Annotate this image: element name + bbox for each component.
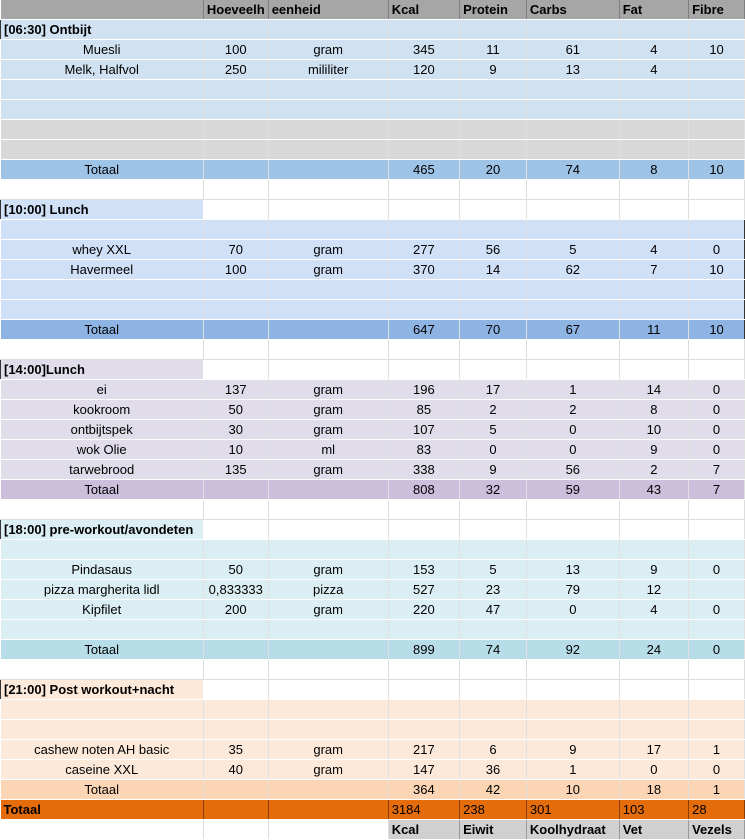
total-fat[interactable]: 43 (619, 480, 688, 500)
food-carbs[interactable]: 2 (526, 400, 619, 420)
food-carbs[interactable]: 0 (526, 600, 619, 620)
food-unit[interactable]: gram (268, 40, 388, 60)
food-qty[interactable]: 50 (203, 400, 268, 420)
food-carbs[interactable]: 79 (526, 580, 619, 600)
food-protein[interactable]: 9 (460, 460, 527, 480)
food-fibre[interactable]: 0 (689, 440, 745, 460)
food-fat[interactable]: 17 (619, 740, 688, 760)
food-fibre[interactable]: 0 (689, 380, 745, 400)
food-carbs[interactable]: 1 (526, 380, 619, 400)
food-kcal[interactable]: 107 (388, 420, 459, 440)
section-title[interactable]: [18:00] pre-workout/avondeten (1, 520, 204, 540)
table-row (1, 380, 745, 400)
table-row (1, 560, 745, 580)
food-kcal[interactable]: 120 (388, 60, 459, 80)
empty-row (1, 80, 745, 100)
total-protein[interactable]: 42 (460, 780, 527, 800)
section-total-row (1, 780, 745, 800)
food-unit[interactable]: gram (268, 740, 388, 760)
food-protein[interactable]: 17 (460, 380, 527, 400)
total-carbs[interactable]: 10 (526, 780, 619, 800)
food-carbs[interactable]: 13 (526, 560, 619, 580)
total-fat[interactable]: 18 (619, 780, 688, 800)
food-name[interactable]: ei (1, 380, 204, 400)
total-fat[interactable]: 11 (619, 320, 688, 340)
food-fat[interactable]: 2 (619, 460, 688, 480)
food-kcal[interactable]: 153 (388, 560, 459, 580)
food-carbs[interactable]: 9 (526, 740, 619, 760)
table-row (1, 740, 745, 760)
food-protein[interactable]: 0 (460, 440, 527, 460)
food-carbs[interactable]: 61 (526, 40, 619, 60)
food-kcal[interactable]: 370 (388, 260, 459, 280)
food-kcal[interactable]: 147 (388, 760, 459, 780)
food-fat[interactable]: 10 (619, 420, 688, 440)
section-title[interactable]: [14:00]Lunch (1, 360, 204, 380)
food-unit[interactable]: ml (268, 440, 388, 460)
total-carbs[interactable]: 92 (526, 640, 619, 660)
food-qty[interactable]: 50 (203, 560, 268, 580)
grand-total-protein[interactable]: 238 (460, 800, 527, 820)
section-total-row (1, 320, 745, 340)
food-unit[interactable]: gram (268, 400, 388, 420)
food-qty[interactable]: 250 (203, 60, 268, 80)
total-kcal[interactable]: 647 (388, 320, 459, 340)
food-name[interactable]: ontbijtspek (1, 420, 204, 440)
food-kcal[interactable]: 85 (388, 400, 459, 420)
food-unit[interactable]: gram (268, 600, 388, 620)
table-row (1, 760, 745, 780)
total-fibre[interactable]: 10 (689, 320, 745, 340)
food-protein[interactable]: 14 (460, 260, 527, 280)
section-title[interactable]: [21:00] Post workout+nacht (1, 680, 204, 700)
food-name[interactable]: Pindasaus (1, 560, 204, 580)
total-kcal[interactable]: 364 (388, 780, 459, 800)
spacer-row (1, 500, 745, 520)
food-name[interactable]: Kipfilet (1, 600, 204, 620)
total-kcal[interactable]: 465 (388, 160, 459, 180)
table-row (1, 580, 745, 600)
food-protein[interactable]: 23 (460, 580, 527, 600)
food-fibre[interactable]: 0 (689, 240, 745, 260)
food-fat[interactable]: 14 (619, 380, 688, 400)
total-protein[interactable]: 74 (460, 640, 527, 660)
food-protein[interactable]: 6 (460, 740, 527, 760)
food-protein[interactable]: 2 (460, 400, 527, 420)
food-kcal[interactable]: 277 (388, 240, 459, 260)
food-fat[interactable]: 0 (619, 760, 688, 780)
food-fat[interactable]: 8 (619, 400, 688, 420)
food-name[interactable]: Muesli (1, 40, 204, 60)
total-fat[interactable]: 24 (619, 640, 688, 660)
header-qty[interactable]: Hoeveelh (203, 0, 268, 20)
food-name[interactable]: whey XXL (1, 240, 204, 260)
empty-row (1, 100, 745, 120)
table-row (1, 60, 745, 80)
empty-row (1, 620, 745, 640)
food-name[interactable]: Havermeel (1, 260, 204, 280)
total-fibre[interactable]: 7 (689, 480, 745, 500)
total-fibre[interactable]: 1 (689, 780, 745, 800)
food-qty[interactable]: 100 (203, 260, 268, 280)
section-title-row (1, 680, 745, 700)
grand-total-row (1, 800, 745, 820)
total-carbs[interactable]: 59 (526, 480, 619, 500)
food-fat[interactable]: 4 (619, 240, 688, 260)
section-title-row (1, 200, 745, 220)
total-protein[interactable]: 70 (460, 320, 527, 340)
food-name[interactable]: wok Olie (1, 440, 204, 460)
food-fat[interactable]: 12 (619, 580, 688, 600)
food-qty[interactable]: 35 (203, 740, 268, 760)
food-unit[interactable]: gram (268, 240, 388, 260)
legend-carbs[interactable]: Koolhydraat (526, 820, 619, 840)
food-kcal[interactable]: 220 (388, 600, 459, 620)
food-fat[interactable]: 9 (619, 560, 688, 580)
food-protein[interactable]: 56 (460, 240, 527, 260)
section-title-row (1, 20, 745, 40)
legend-fibre[interactable]: Vezels (689, 820, 745, 840)
food-unit[interactable]: pizza (268, 580, 388, 600)
total-kcal[interactable]: 808 (388, 480, 459, 500)
total-fibre[interactable]: 0 (689, 640, 745, 660)
food-qty[interactable]: 137 (203, 380, 268, 400)
total-carbs[interactable]: 74 (526, 160, 619, 180)
total-label[interactable]: Totaal (1, 320, 204, 340)
food-name[interactable]: cashew noten AH basic (1, 740, 204, 760)
food-fibre[interactable]: 0 (689, 420, 745, 440)
grand-total-label[interactable]: Totaal (1, 800, 204, 820)
grand-total-kcal[interactable]: 3184 (388, 800, 459, 820)
food-protein[interactable]: 5 (460, 420, 527, 440)
food-fat[interactable]: 9 (619, 440, 688, 460)
legend-fat[interactable]: Vet (619, 820, 688, 840)
section-title[interactable]: [06:30] Ontbijt (1, 20, 204, 40)
header-fat[interactable]: Fat (619, 0, 688, 20)
header-unit[interactable]: eenheid (268, 0, 388, 20)
section-total-row (1, 480, 745, 500)
food-fat[interactable]: 4 (619, 60, 688, 80)
table-row (1, 260, 745, 280)
total-fat[interactable]: 8 (619, 160, 688, 180)
food-qty[interactable]: 200 (203, 600, 268, 620)
food-fibre[interactable]: 0 (689, 600, 745, 620)
food-carbs[interactable]: 0 (526, 420, 619, 440)
food-qty[interactable]: 70 (203, 240, 268, 260)
empty-row (1, 540, 745, 560)
food-carbs[interactable]: 13 (526, 60, 619, 80)
food-unit[interactable]: gram (268, 380, 388, 400)
empty-row (1, 720, 745, 740)
food-protein[interactable]: 47 (460, 600, 527, 620)
section-title[interactable]: [10:00] Lunch (1, 200, 204, 220)
food-fibre[interactable] (689, 580, 745, 600)
header-blank (1, 0, 204, 20)
food-protein[interactable]: 11 (460, 40, 527, 60)
food-fibre[interactable]: 0 (689, 760, 745, 780)
spacer-row (1, 340, 745, 360)
food-name[interactable]: pizza margherita lidl (1, 580, 204, 600)
food-name[interactable]: caseine XXL (1, 760, 204, 780)
total-label[interactable]: Totaal (1, 780, 204, 800)
food-name[interactable]: kookroom (1, 400, 204, 420)
total-kcal[interactable]: 899 (388, 640, 459, 660)
table-row (1, 420, 745, 440)
grand-total-fat[interactable]: 103 (619, 800, 688, 820)
food-fat[interactable]: 4 (619, 40, 688, 60)
food-fibre[interactable]: 0 (689, 400, 745, 420)
food-kcal[interactable]: 345 (388, 40, 459, 60)
food-fibre[interactable] (689, 60, 745, 80)
food-fat[interactable]: 4 (619, 600, 688, 620)
table-row (1, 240, 745, 260)
food-unit[interactable]: gram (268, 760, 388, 780)
food-qty[interactable]: 10 (203, 440, 268, 460)
food-unit[interactable]: gram (268, 260, 388, 280)
food-kcal[interactable]: 83 (388, 440, 459, 460)
header-carbs[interactable]: Carbs (526, 0, 619, 20)
food-unit[interactable]: gram (268, 420, 388, 440)
total-protein[interactable]: 20 (460, 160, 527, 180)
total-label[interactable]: Totaal (1, 640, 204, 660)
empty-row (1, 280, 745, 300)
food-kcal[interactable]: 196 (388, 380, 459, 400)
spacer-row (1, 660, 745, 680)
food-fibre[interactable]: 1 (689, 740, 745, 760)
section-title-row (1, 360, 745, 380)
table-row (1, 600, 745, 620)
food-kcal[interactable]: 217 (388, 740, 459, 760)
food-fibre[interactable]: 7 (689, 460, 745, 480)
food-qty[interactable]: 0,833333 (203, 580, 268, 600)
food-fat[interactable]: 7 (619, 260, 688, 280)
total-carbs[interactable]: 67 (526, 320, 619, 340)
food-qty[interactable]: 40 (203, 760, 268, 780)
table-row (1, 400, 745, 420)
table-row (1, 40, 745, 60)
food-name[interactable]: Melk, Halfvol (1, 60, 204, 80)
food-qty[interactable]: 100 (203, 40, 268, 60)
header-protein[interactable]: Protein (460, 0, 527, 20)
grand-total-fibre[interactable]: 28 (689, 800, 745, 820)
empty-row (1, 300, 745, 320)
total-label[interactable]: Totaal (1, 160, 204, 180)
header-fibre[interactable]: Fibre (689, 0, 745, 20)
table-row (1, 440, 745, 460)
food-carbs[interactable]: 5 (526, 240, 619, 260)
header-row (1, 0, 745, 20)
food-qty[interactable]: 30 (203, 420, 268, 440)
food-unit[interactable]: gram (268, 560, 388, 580)
grand-total-carbs[interactable]: 301 (526, 800, 619, 820)
food-qty[interactable]: 135 (203, 460, 268, 480)
empty-row (1, 120, 745, 140)
food-carbs[interactable]: 0 (526, 440, 619, 460)
food-name[interactable]: tarwebrood (1, 460, 204, 480)
total-protein[interactable]: 32 (460, 480, 527, 500)
food-unit[interactable]: mililiter (268, 60, 388, 80)
empty-row (1, 220, 745, 240)
spacer-row (1, 180, 745, 200)
food-kcal[interactable]: 527 (388, 580, 459, 600)
empty-row (1, 700, 745, 720)
section-total-row (1, 160, 745, 180)
legend-kcal[interactable]: Kcal (388, 820, 459, 840)
food-fibre[interactable]: 10 (689, 260, 745, 280)
section-title-row (1, 520, 745, 540)
food-protein[interactable]: 9 (460, 60, 527, 80)
food-carbs[interactable]: 62 (526, 260, 619, 280)
food-fibre[interactable]: 0 (689, 560, 745, 580)
empty-row (1, 140, 745, 160)
food-fibre[interactable]: 10 (689, 40, 745, 60)
total-label[interactable]: Totaal (1, 480, 204, 500)
food-protein[interactable]: 36 (460, 760, 527, 780)
food-protein[interactable]: 5 (460, 560, 527, 580)
food-carbs[interactable]: 1 (526, 760, 619, 780)
total-fibre[interactable]: 10 (689, 160, 745, 180)
legend-protein[interactable]: Eiwit (460, 820, 527, 840)
food-unit[interactable]: gram (268, 460, 388, 480)
section-total-row (1, 640, 745, 660)
header-kcal[interactable]: Kcal (388, 0, 459, 20)
food-kcal[interactable]: 338 (388, 460, 459, 480)
food-carbs[interactable]: 56 (526, 460, 619, 480)
legend-row (1, 820, 745, 840)
table-row (1, 460, 745, 480)
